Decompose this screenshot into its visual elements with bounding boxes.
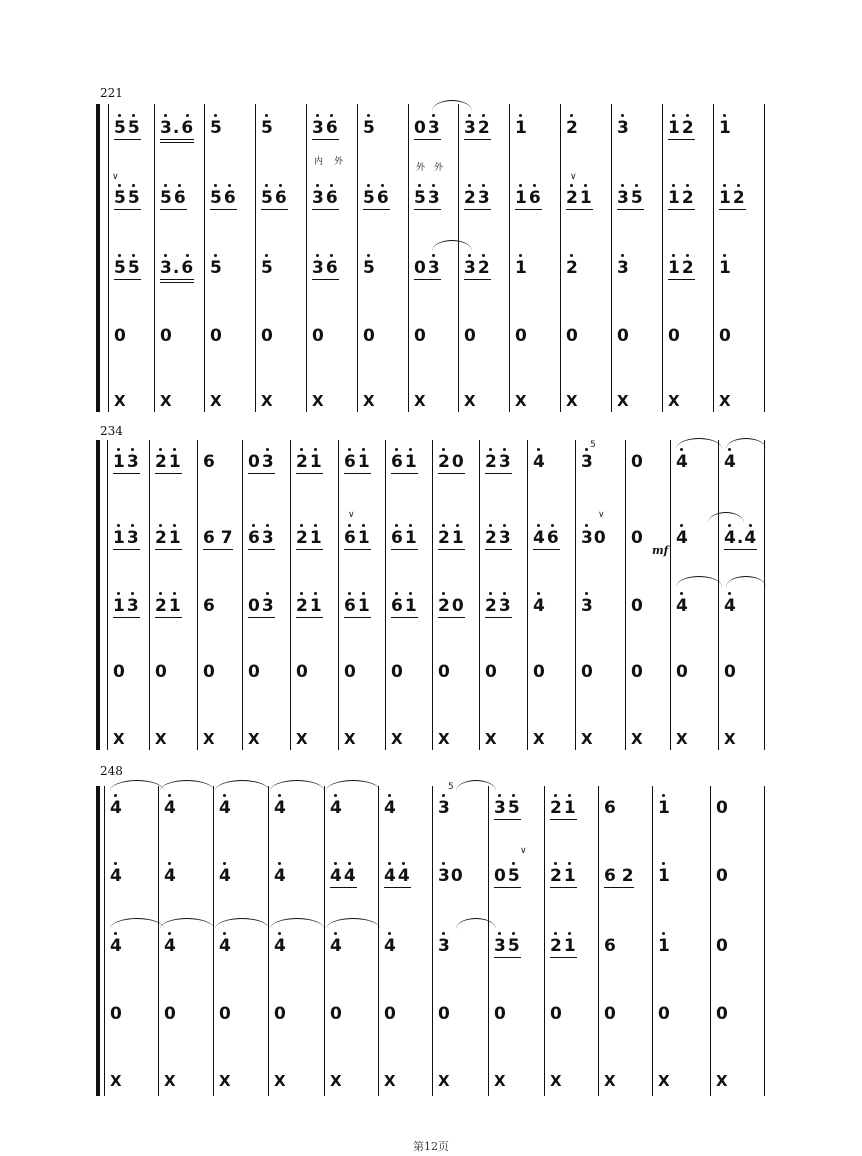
jianpu-note: 1 2 bbox=[668, 258, 694, 278]
jianpu-note: 0 bbox=[219, 1004, 231, 1024]
tie-slur bbox=[215, 918, 269, 929]
page-footer: 第12页 bbox=[413, 1140, 449, 1153]
jianpu-note: 1 bbox=[658, 798, 670, 818]
jianpu-note: 4 bbox=[724, 596, 736, 616]
breath-mark: ∨ bbox=[570, 172, 577, 182]
fingering-mark: 外 bbox=[334, 157, 344, 167]
jianpu-note: 3. 6 bbox=[160, 120, 194, 143]
percussion-note: X bbox=[160, 392, 172, 410]
jianpu-note: 0 bbox=[716, 866, 728, 886]
jianpu-note: 5 bbox=[261, 118, 273, 138]
jianpu-note: 4 bbox=[110, 798, 122, 818]
jianpu-note: 1 3 bbox=[113, 596, 139, 616]
jianpu-note: 6 1 bbox=[391, 452, 417, 472]
system-bracket bbox=[96, 786, 100, 1096]
barline bbox=[432, 786, 433, 1096]
jianpu-note: 0 bbox=[515, 326, 527, 346]
jianpu-note: 0 bbox=[114, 326, 126, 346]
percussion-note: X bbox=[631, 730, 643, 748]
jianpu-note: 4 6 bbox=[533, 528, 559, 548]
jianpu-note: 4 bbox=[676, 596, 688, 616]
jianpu-note: 0 bbox=[296, 662, 308, 682]
percussion-note: X bbox=[210, 392, 222, 410]
jianpu-note: 4 bbox=[274, 936, 286, 956]
barline bbox=[338, 440, 339, 750]
jianpu-note: 5 5 bbox=[114, 188, 140, 208]
jianpu-note: 0 bbox=[724, 662, 736, 682]
grace-note: 5 bbox=[590, 440, 596, 450]
jianpu-note: 4 bbox=[384, 798, 396, 818]
percussion-note: X bbox=[719, 392, 731, 410]
barline bbox=[670, 440, 671, 750]
jianpu-note: 2 1 bbox=[550, 866, 576, 886]
jianpu-note: 0 bbox=[550, 1004, 562, 1024]
percussion-note: X bbox=[566, 392, 578, 410]
jianpu-note: 5 5 bbox=[114, 258, 140, 278]
jianpu-note: 0 bbox=[668, 326, 680, 346]
barline bbox=[625, 440, 626, 750]
jianpu-note: 0 bbox=[438, 662, 450, 682]
jianpu-note: 5 bbox=[210, 258, 222, 278]
barline bbox=[662, 104, 663, 412]
jianpu-note: 3 bbox=[617, 258, 629, 278]
jianpu-note: 6 bbox=[203, 596, 215, 616]
jianpu-note: 0 bbox=[631, 662, 643, 682]
jianpu-note: 4 bbox=[533, 596, 545, 616]
tie-slur bbox=[726, 576, 766, 587]
percussion-note: X bbox=[363, 392, 375, 410]
breath-mark: ∨ bbox=[598, 510, 605, 520]
percussion-note: X bbox=[330, 1072, 342, 1090]
jianpu-note: 0 bbox=[330, 1004, 342, 1024]
tie-slur bbox=[456, 780, 496, 791]
jianpu-note: 2 1 bbox=[296, 528, 322, 548]
jianpu-note: 2 3 bbox=[485, 596, 511, 616]
tie-slur bbox=[432, 240, 472, 251]
barline bbox=[290, 440, 291, 750]
percussion-note: X bbox=[464, 392, 476, 410]
jianpu-note: 4 4 bbox=[330, 866, 356, 886]
barline bbox=[255, 104, 256, 412]
jianpu-note: 2 3 bbox=[464, 188, 490, 208]
barline bbox=[242, 440, 243, 750]
tie-slur bbox=[708, 512, 744, 523]
measure-number: 248 bbox=[100, 764, 123, 778]
barline bbox=[710, 786, 711, 1096]
tie-slur bbox=[270, 918, 324, 929]
system-bracket bbox=[96, 104, 100, 412]
grace-note: 5 bbox=[448, 782, 454, 792]
jianpu-note: 3 bbox=[581, 452, 593, 472]
barline bbox=[357, 104, 358, 412]
jianpu-note: 0 bbox=[160, 326, 172, 346]
jianpu-note: 0 bbox=[719, 326, 731, 346]
jianpu-note: 1 bbox=[515, 258, 527, 278]
jianpu-note: 0 bbox=[384, 1004, 396, 1024]
jianpu-note: 5 6 bbox=[363, 188, 389, 208]
jianpu-note: 4 bbox=[274, 798, 286, 818]
jianpu-note: 4 bbox=[219, 798, 231, 818]
jianpu-note: 0 3 bbox=[248, 596, 274, 616]
barline bbox=[764, 440, 765, 750]
jianpu-note: 5 5 bbox=[114, 118, 140, 138]
jianpu-note: 3 2 bbox=[464, 118, 490, 138]
percussion-note: X bbox=[716, 1072, 728, 1090]
fingering-mark: 外 bbox=[416, 163, 426, 173]
jianpu-note: 1 3 bbox=[113, 452, 139, 472]
jianpu-note: 3 bbox=[438, 936, 450, 956]
jianpu-note: 5 3 bbox=[414, 188, 440, 208]
percussion-note: X bbox=[261, 392, 273, 410]
jianpu-note: 4 bbox=[219, 866, 231, 886]
score-system bbox=[0, 766, 862, 1106]
jianpu-note: 3 bbox=[617, 118, 629, 138]
tie-slur bbox=[726, 438, 766, 449]
jianpu-note: 0 bbox=[716, 1004, 728, 1024]
barline bbox=[268, 786, 269, 1096]
percussion-note: X bbox=[113, 730, 125, 748]
barline bbox=[652, 786, 653, 1096]
jianpu-note: 2 bbox=[566, 118, 578, 138]
percussion-note: X bbox=[203, 730, 215, 748]
tie-slur bbox=[456, 918, 496, 929]
barline bbox=[718, 440, 719, 750]
percussion-note: X bbox=[658, 1072, 670, 1090]
barline bbox=[204, 104, 205, 412]
jianpu-note: 4 bbox=[274, 866, 286, 886]
tie-slur bbox=[326, 918, 380, 929]
dynamic-marking: mf bbox=[652, 544, 669, 557]
percussion-note: X bbox=[110, 1072, 122, 1090]
barline bbox=[158, 786, 159, 1096]
jianpu-note: 3 5 bbox=[494, 798, 520, 818]
score-system bbox=[0, 88, 862, 428]
jianpu-note: 2 3 bbox=[485, 452, 511, 472]
jianpu-note: 6 7 bbox=[203, 528, 233, 548]
jianpu-note: 0 bbox=[494, 1004, 506, 1024]
percussion-note: X bbox=[438, 730, 450, 748]
tie-slur bbox=[326, 780, 380, 791]
jianpu-note: 1 bbox=[719, 258, 731, 278]
score-system bbox=[0, 426, 862, 766]
jianpu-note: 0 3 bbox=[414, 118, 440, 138]
jianpu-note: 3 6 bbox=[312, 188, 338, 208]
jianpu-note: 2 3 bbox=[485, 528, 511, 548]
barline bbox=[432, 440, 433, 750]
jianpu-note: 4 bbox=[110, 936, 122, 956]
barline bbox=[306, 104, 307, 412]
jianpu-note: 0 bbox=[110, 1004, 122, 1024]
jianpu-note: 4 bbox=[330, 798, 342, 818]
jianpu-note: 0 bbox=[658, 1004, 670, 1024]
tie-slur bbox=[270, 780, 324, 791]
jianpu-note: 3 6 bbox=[312, 258, 338, 278]
breath-mark: ∨ bbox=[348, 510, 355, 520]
jianpu-note: 5 bbox=[363, 258, 375, 278]
jianpu-note: 0 bbox=[631, 596, 643, 616]
jianpu-note: 5 6 bbox=[261, 188, 287, 208]
barline bbox=[197, 440, 198, 750]
jianpu-note: 0 bbox=[631, 452, 643, 472]
jianpu-note: 0 bbox=[566, 326, 578, 346]
jianpu-note: 0 bbox=[533, 662, 545, 682]
jianpu-note: 2 1 bbox=[550, 936, 576, 956]
percussion-note: X bbox=[438, 1072, 450, 1090]
jianpu-note: 6 bbox=[604, 798, 616, 818]
percussion-note: X bbox=[391, 730, 403, 748]
system-bracket bbox=[96, 440, 100, 750]
jianpu-note: 3 5 bbox=[494, 936, 520, 956]
jianpu-note: 2 bbox=[566, 258, 578, 278]
percussion-note: X bbox=[274, 1072, 286, 1090]
jianpu-note: 4 bbox=[330, 936, 342, 956]
percussion-note: X bbox=[485, 730, 497, 748]
jianpu-note: 6 1 bbox=[391, 528, 417, 548]
barline bbox=[713, 104, 714, 412]
jianpu-note: 0 bbox=[716, 798, 728, 818]
percussion-note: X bbox=[617, 392, 629, 410]
jianpu-note: 1 bbox=[515, 118, 527, 138]
jianpu-note: 0 bbox=[391, 662, 403, 682]
tie-slur bbox=[676, 438, 722, 449]
jianpu-note: 4 bbox=[676, 528, 688, 548]
tie-slur bbox=[110, 918, 164, 929]
barline bbox=[458, 104, 459, 412]
jianpu-note: 2 0 bbox=[438, 596, 464, 616]
percussion-note: X bbox=[312, 392, 324, 410]
jianpu-note: 1 bbox=[658, 866, 670, 886]
jianpu-note: 4 bbox=[164, 936, 176, 956]
barline bbox=[527, 440, 528, 750]
percussion-note: X bbox=[724, 730, 736, 748]
percussion-note: X bbox=[581, 730, 593, 748]
barline bbox=[479, 440, 480, 750]
percussion-note: X bbox=[515, 392, 527, 410]
tie-slur bbox=[676, 576, 722, 587]
jianpu-note: 3 bbox=[438, 798, 450, 818]
percussion-note: X bbox=[219, 1072, 231, 1090]
jianpu-note: 0 bbox=[113, 662, 125, 682]
percussion-note: X bbox=[248, 730, 260, 748]
percussion-note: X bbox=[384, 1072, 396, 1090]
jianpu-note: 1 2 bbox=[668, 118, 694, 138]
jianpu-note: 4 bbox=[724, 452, 736, 472]
percussion-note: X bbox=[296, 730, 308, 748]
jianpu-note: 0 5 bbox=[494, 866, 520, 886]
jianpu-note: 1 bbox=[719, 118, 731, 138]
barline bbox=[611, 104, 612, 412]
percussion-note: X bbox=[604, 1072, 616, 1090]
jianpu-note: 0 bbox=[617, 326, 629, 346]
jianpu-note: 4 bbox=[164, 866, 176, 886]
jianpu-note: 0 bbox=[261, 326, 273, 346]
jianpu-note: 4 bbox=[164, 798, 176, 818]
jianpu-note: 0 bbox=[248, 662, 260, 682]
percussion-note: X bbox=[164, 1072, 176, 1090]
jianpu-note: 0 bbox=[604, 1004, 616, 1024]
jianpu-note: 2 1 bbox=[550, 798, 576, 818]
jianpu-note: 5 bbox=[210, 118, 222, 138]
barline bbox=[324, 786, 325, 1096]
jianpu-note: 30 bbox=[581, 528, 606, 548]
jianpu-note: 0 bbox=[312, 326, 324, 346]
jianpu-note: 5 6 bbox=[210, 188, 236, 208]
tie-slur bbox=[110, 780, 164, 791]
jianpu-note: 5 bbox=[261, 258, 273, 278]
jianpu-note: 0 bbox=[164, 1004, 176, 1024]
barline bbox=[764, 104, 765, 412]
percussion-note: X bbox=[344, 730, 356, 748]
barline bbox=[509, 104, 510, 412]
jianpu-note: 5 bbox=[363, 118, 375, 138]
jianpu-note: 0 bbox=[631, 528, 643, 548]
jianpu-note: 3. 6 bbox=[160, 260, 194, 283]
jianpu-note: 1 6 bbox=[515, 188, 541, 208]
jianpu-note: 6 bbox=[604, 936, 616, 956]
jianpu-note: 0 bbox=[210, 326, 222, 346]
jianpu-note: 6 bbox=[203, 452, 215, 472]
barline bbox=[764, 786, 765, 1096]
jianpu-note: 1 2 bbox=[668, 188, 694, 208]
barline bbox=[575, 440, 576, 750]
jianpu-note: 0 bbox=[155, 662, 167, 682]
breath-mark: ∨ bbox=[520, 846, 527, 856]
tie-slur bbox=[160, 780, 214, 791]
jianpu-note: 4 bbox=[219, 936, 231, 956]
jianpu-note: 2 1 bbox=[155, 452, 181, 472]
jianpu-note: 0 bbox=[344, 662, 356, 682]
jianpu-note: 3 5 bbox=[617, 188, 643, 208]
tie-slur bbox=[160, 918, 214, 929]
barline bbox=[488, 786, 489, 1096]
tie-slur bbox=[432, 100, 472, 111]
jianpu-note: 2 1 bbox=[155, 596, 181, 616]
barline bbox=[104, 786, 105, 1096]
percussion-note: X bbox=[676, 730, 688, 748]
barline bbox=[385, 440, 386, 750]
percussion-note: X bbox=[494, 1072, 506, 1090]
barline bbox=[560, 104, 561, 412]
barline bbox=[108, 104, 109, 412]
measure-number: 221 bbox=[100, 86, 123, 100]
jianpu-note: 0 bbox=[274, 1004, 286, 1024]
jianpu-note: 4 bbox=[533, 452, 545, 472]
jianpu-note: 2 1 bbox=[566, 188, 592, 208]
jianpu-note: 0 bbox=[464, 326, 476, 346]
jianpu-note: 4.4 bbox=[724, 528, 757, 548]
measure-number: 234 bbox=[100, 424, 123, 438]
fingering-mark: 外 bbox=[434, 163, 444, 173]
percussion-note: X bbox=[668, 392, 680, 410]
jianpu-note: 3 bbox=[581, 596, 593, 616]
jianpu-note: 2 1 bbox=[438, 528, 464, 548]
jianpu-note: 1 3 bbox=[113, 528, 139, 548]
percussion-note: X bbox=[533, 730, 545, 748]
percussion-note: X bbox=[550, 1072, 562, 1090]
barline bbox=[107, 440, 108, 750]
jianpu-note: 4 bbox=[110, 866, 122, 886]
jianpu-note: 2 0 bbox=[438, 452, 464, 472]
barline bbox=[598, 786, 599, 1096]
jianpu-note: 2 1 bbox=[296, 596, 322, 616]
barline bbox=[378, 786, 379, 1096]
tie-slur bbox=[215, 780, 269, 791]
jianpu-note: 6 2 bbox=[604, 866, 634, 886]
jianpu-note: 1 2 bbox=[719, 188, 745, 208]
jianpu-note: 0 bbox=[438, 1004, 450, 1024]
jianpu-note: 0 bbox=[485, 662, 497, 682]
jianpu-note: 0 bbox=[676, 662, 688, 682]
jianpu-note: 4 bbox=[384, 936, 396, 956]
jianpu-note: 5 6 bbox=[160, 188, 186, 208]
jianpu-note: 4 bbox=[676, 452, 688, 472]
jianpu-note: 3 2 bbox=[464, 258, 490, 278]
percussion-note: X bbox=[414, 392, 426, 410]
breath-mark: ∨ bbox=[112, 172, 119, 182]
jianpu-note: 0 bbox=[363, 326, 375, 346]
jianpu-note: 0 3 bbox=[414, 258, 440, 278]
fingering-mark: 内 bbox=[314, 157, 324, 167]
jianpu-note: 0 3 bbox=[248, 452, 274, 472]
jianpu-note: 2 1 bbox=[155, 528, 181, 548]
jianpu-note: 4 4 bbox=[384, 866, 410, 886]
jianpu-note: 0 bbox=[581, 662, 593, 682]
barline bbox=[149, 440, 150, 750]
jianpu-note: 6 1 bbox=[391, 596, 417, 616]
barline bbox=[213, 786, 214, 1096]
jianpu-note: 2 1 bbox=[296, 452, 322, 472]
jianpu-note: 0 bbox=[203, 662, 215, 682]
jianpu-note: 3 6 bbox=[312, 118, 338, 138]
jianpu-note: 0 bbox=[716, 936, 728, 956]
jianpu-note: 1 bbox=[658, 936, 670, 956]
barline bbox=[544, 786, 545, 1096]
barline bbox=[408, 104, 409, 412]
jianpu-note: 30 bbox=[438, 866, 463, 886]
jianpu-note: 6 3 bbox=[248, 528, 274, 548]
jianpu-note: 6 1 bbox=[344, 528, 370, 548]
jianpu-note: 6 1 bbox=[344, 452, 370, 472]
percussion-note: X bbox=[155, 730, 167, 748]
barline bbox=[154, 104, 155, 412]
jianpu-note: 0 bbox=[414, 326, 426, 346]
percussion-note: X bbox=[114, 392, 126, 410]
jianpu-note: 6 1 bbox=[344, 596, 370, 616]
